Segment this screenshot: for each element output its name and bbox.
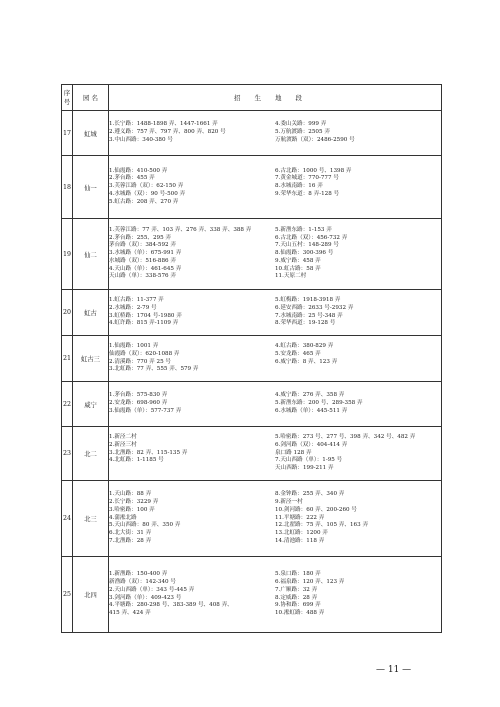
row-number: 22 [62, 382, 73, 427]
address-line: 4.水城路（双）：90 号-500 弄 [109, 190, 186, 197]
address-line: 仙霞路（双）：620-1088 弄 [109, 350, 180, 357]
address-line: 10.剑河路：60 弄、200-260 号 [275, 506, 357, 513]
table-row [62, 156, 442, 219]
address-column-left [109, 227, 275, 281]
address-column-right [275, 343, 441, 374]
address-line: 5.虹梅路：1918-3918 弄 [275, 297, 341, 303]
address-line: 4.北虹路：1-1185 号 [109, 457, 164, 464]
table-row [62, 111, 442, 156]
address-line: 3.北渔路：82 弄、115-135 弄 [109, 449, 188, 456]
kindergarten-name: 虹城 [73, 111, 109, 156]
address-line: 1.芙蓉江路：77 弄、103 弄、276 弄、338 弄、388 弄 [109, 226, 252, 233]
kindergarten-name: 仙二 [73, 219, 109, 290]
address-line: 新渔路（双）：142-340 号 [109, 579, 176, 585]
address-line: 13.北虹路：1200 弄 [275, 530, 328, 537]
enrollment-area-cell [109, 427, 442, 481]
row-number: 21 [62, 336, 73, 382]
kindergarten-name: 虹古 [73, 290, 109, 336]
enrollment-table [61, 84, 442, 633]
table-row [62, 382, 442, 427]
table-header-row [62, 85, 442, 111]
address-line: 1.仙霞路：410-500 弄 [109, 167, 168, 174]
address-line: 2.茅台路：255、295 弄 [109, 234, 172, 241]
table-row [62, 557, 442, 633]
address-line: 11.平塘路：222 弄 [275, 514, 325, 521]
address-line: 水城路（双）：516-886 弄 [109, 257, 176, 264]
address-line: 2.新泾三村 [109, 441, 137, 448]
table-row [62, 427, 442, 481]
address-line: 5.新渔东路：1-153 弄 [275, 226, 332, 233]
enrollment-area-cell [109, 557, 442, 633]
address-line: 6.福泉路：120 弄、123 弄 [275, 579, 345, 585]
address-line: 11.天原二村 [275, 273, 307, 280]
address-line: 茅台路（双）：384-592 弄 [109, 242, 176, 249]
address-line: 1.仙霞路：1001 弄 [109, 343, 159, 349]
table-row [62, 481, 442, 557]
address-line: 7.水城南路：25 号-348 弄 [275, 312, 343, 319]
address-line: 14.清池路：118 弄 [275, 537, 325, 544]
address-column-right [275, 571, 441, 618]
address-line: 6.剑河路（双）：404-414 弄 [275, 441, 348, 448]
header-kindergarten-name: 园 名 [73, 85, 109, 111]
address-line: 万航渡路（双）：2486-2590 号 [275, 136, 355, 143]
kindergarten-name: 北三 [73, 481, 109, 557]
enrollment-area-cell [109, 382, 442, 427]
kindergarten-name: 仙一 [73, 156, 109, 219]
kindergarten-name: 北二 [73, 427, 109, 481]
row-number: 18 [62, 156, 73, 219]
address-line: 7.广顺路：32 弄 [275, 586, 318, 593]
address-line: 7.天山五村：148-289 号 [275, 242, 339, 249]
address-line: 10.淞虹路：488 弄 [275, 610, 325, 616]
address-line: 4.平塘路：280-298 号、383-389 号、408 弄、 [109, 602, 233, 609]
address-column-left [109, 297, 275, 328]
address-line: 8.仙霞路：300-396 号 [275, 250, 334, 257]
address-line: 10.虹古路：58 弄 [275, 265, 321, 272]
address-column-right [275, 491, 441, 545]
address-line: 8.荣华西道：19-128 号 [275, 320, 336, 327]
enrollment-area-cell [109, 156, 442, 219]
row-number: 24 [62, 481, 73, 557]
address-line: 5.天山西路：80 弄、350 弄 [109, 522, 181, 529]
address-column-right [275, 392, 441, 415]
address-line: 泉口路 128 弄 [275, 449, 312, 456]
address-line: 1.茅台路：575-830 弄 [109, 392, 168, 399]
address-column-right [275, 434, 441, 473]
address-line: 2.茅台路：455 弄 [109, 175, 155, 182]
address-line: 7.黄金城道：770-777 号 [275, 175, 339, 182]
table-row [62, 219, 442, 290]
address-line: 3.水城路（单）：675-991 弄 [109, 250, 182, 257]
address-line: 7.天山西路（单）：1-95 号 [275, 457, 343, 464]
address-line: 2.水城路：2-79 号 [109, 304, 157, 311]
address-line: 8.水城南路：16 弄 [275, 183, 323, 190]
address-column-left [109, 392, 275, 415]
address-line: 5.万航渡路：2505 弄 [275, 129, 330, 136]
address-line: 2.天山西路（单）：343 号-445 弄 [109, 586, 195, 593]
address-line: 3.中山西路：340-380 号 [109, 136, 173, 143]
address-line: 3.北虹路：77 弄、555 弄、579 弄 [109, 366, 199, 373]
address-column-right [275, 121, 441, 144]
kindergarten-name: 虹古三 [73, 336, 109, 382]
address-line: 6.古北路：1000 号、1398 弄 [275, 167, 352, 174]
address-line: 6.北大街：31 弄 [109, 530, 152, 537]
address-line: 1.新渔路：150-400 弄 [109, 571, 168, 578]
address-line: 5.新渔东路：200 号、289-358 弄 [275, 400, 363, 407]
address-line: 3.芙蓉江路（双）：62-150 弄 [109, 183, 184, 190]
table-row [62, 336, 442, 382]
address-line: 6.古北路（双）：456-732 弄 [275, 234, 348, 241]
address-line: 2.安龙路：698-960 弄 [109, 400, 168, 407]
address-line: 2.清溪路：770 弄 25 号 [109, 358, 172, 365]
enrollment-area-cell [109, 219, 442, 290]
address-line: 天山西路：199-211 弄 [275, 465, 334, 472]
table-row [62, 290, 442, 336]
address-line: 9.协和路：699 弄 [275, 602, 321, 609]
address-line: 4.虹古路：380-829 弄 [275, 343, 334, 349]
address-column-left [109, 571, 275, 618]
address-line: 6.威宁路：8 弄、123 弄 [275, 358, 338, 365]
row-number: 20 [62, 290, 73, 336]
address-line: 9.新泾一村 [275, 499, 303, 506]
address-line: 4.天山路（单）：461-645 弄 [109, 265, 182, 272]
row-number: 17 [62, 111, 73, 156]
address-line: 4.娄山关路：999 弄 [275, 121, 327, 128]
address-line: 3.哈密路：100 弄 [109, 506, 155, 513]
header-number: 序号 [62, 85, 73, 111]
address-line: 3.剑河路（单）：409-423 号 [109, 594, 182, 601]
row-number: 23 [62, 427, 73, 481]
page-number: — 11 — [376, 665, 412, 675]
address-line: 3.仙霞路（单）：577-737 弄 [109, 407, 182, 414]
address-line: 5.虹古路：208 弄、270 弄 [109, 198, 179, 205]
address-line: 1.长宁路：1488-1898 弄、1447-1661 弄 [109, 121, 218, 128]
address-column-right [275, 297, 441, 328]
address-line: 4.威宁路：276 弄、358 弄 [275, 392, 345, 399]
enrollment-area-cell [109, 481, 442, 557]
address-line: 6.水城路（单）：445-511 弄 [275, 407, 348, 414]
address-line: 2.遵义路：757 弄、797 弄、800 弄、820 号 [109, 129, 226, 136]
address-line: 5.哈密路：273 号、277 号、398 弄、342 号、482 弄 [275, 434, 416, 441]
address-line: 5.泉口路：180 弄 [275, 571, 321, 578]
address-line: 9.威宁路：458 弄 [275, 257, 321, 264]
kindergarten-name: 北四 [73, 557, 109, 633]
enrollment-area-cell [109, 336, 442, 382]
address-column-left [109, 168, 275, 207]
address-line: 7.北渔路：28 弄 [109, 537, 152, 544]
address-line: 4.虹许路：815 弄-1109 弄 [109, 320, 179, 327]
address-line: 415 弄、424 弄 [109, 610, 151, 616]
header-enrollment-area: 招生地段 [109, 85, 442, 111]
address-line: 8.金钟路：255 弄、340 弄 [275, 491, 345, 498]
address-line: 1.新泾二村 [109, 434, 137, 441]
enrollment-area-cell [109, 111, 442, 156]
row-number: 25 [62, 557, 73, 633]
address-column-left [109, 491, 275, 545]
address-column-left [109, 121, 275, 144]
address-line: 天山路（单）：338-576 弄 [109, 273, 176, 280]
address-line: 4.蒲淞北路 [109, 514, 137, 521]
address-line: 1.虹古路：11-377 弄 [109, 297, 164, 303]
kindergarten-name: 威宁 [73, 382, 109, 427]
address-column-left [109, 343, 275, 374]
address-line: 12.北翟路：75 弄、105 弄、163 弄 [275, 522, 369, 529]
address-line: 6.延安西路：2633 号-2932 弄 [275, 304, 354, 311]
address-line: 5.安龙路：465 弄 [275, 350, 321, 357]
enrollment-area-cell [109, 290, 442, 336]
address-line: 8.定威路：28 弄 [275, 594, 318, 601]
address-column-right [275, 227, 441, 281]
address-line: 3.虹桥路：1704 号-1980 弄 [109, 312, 182, 319]
address-line: 1.天山路：88 弄 [109, 491, 152, 498]
address-line: 2.长宁路：3229 弄 [109, 499, 159, 506]
address-line: 9.荣华东道：8 弄-128 号 [275, 190, 340, 197]
row-number: 19 [62, 219, 73, 290]
address-column-left [109, 434, 275, 473]
address-column-right [275, 168, 441, 207]
